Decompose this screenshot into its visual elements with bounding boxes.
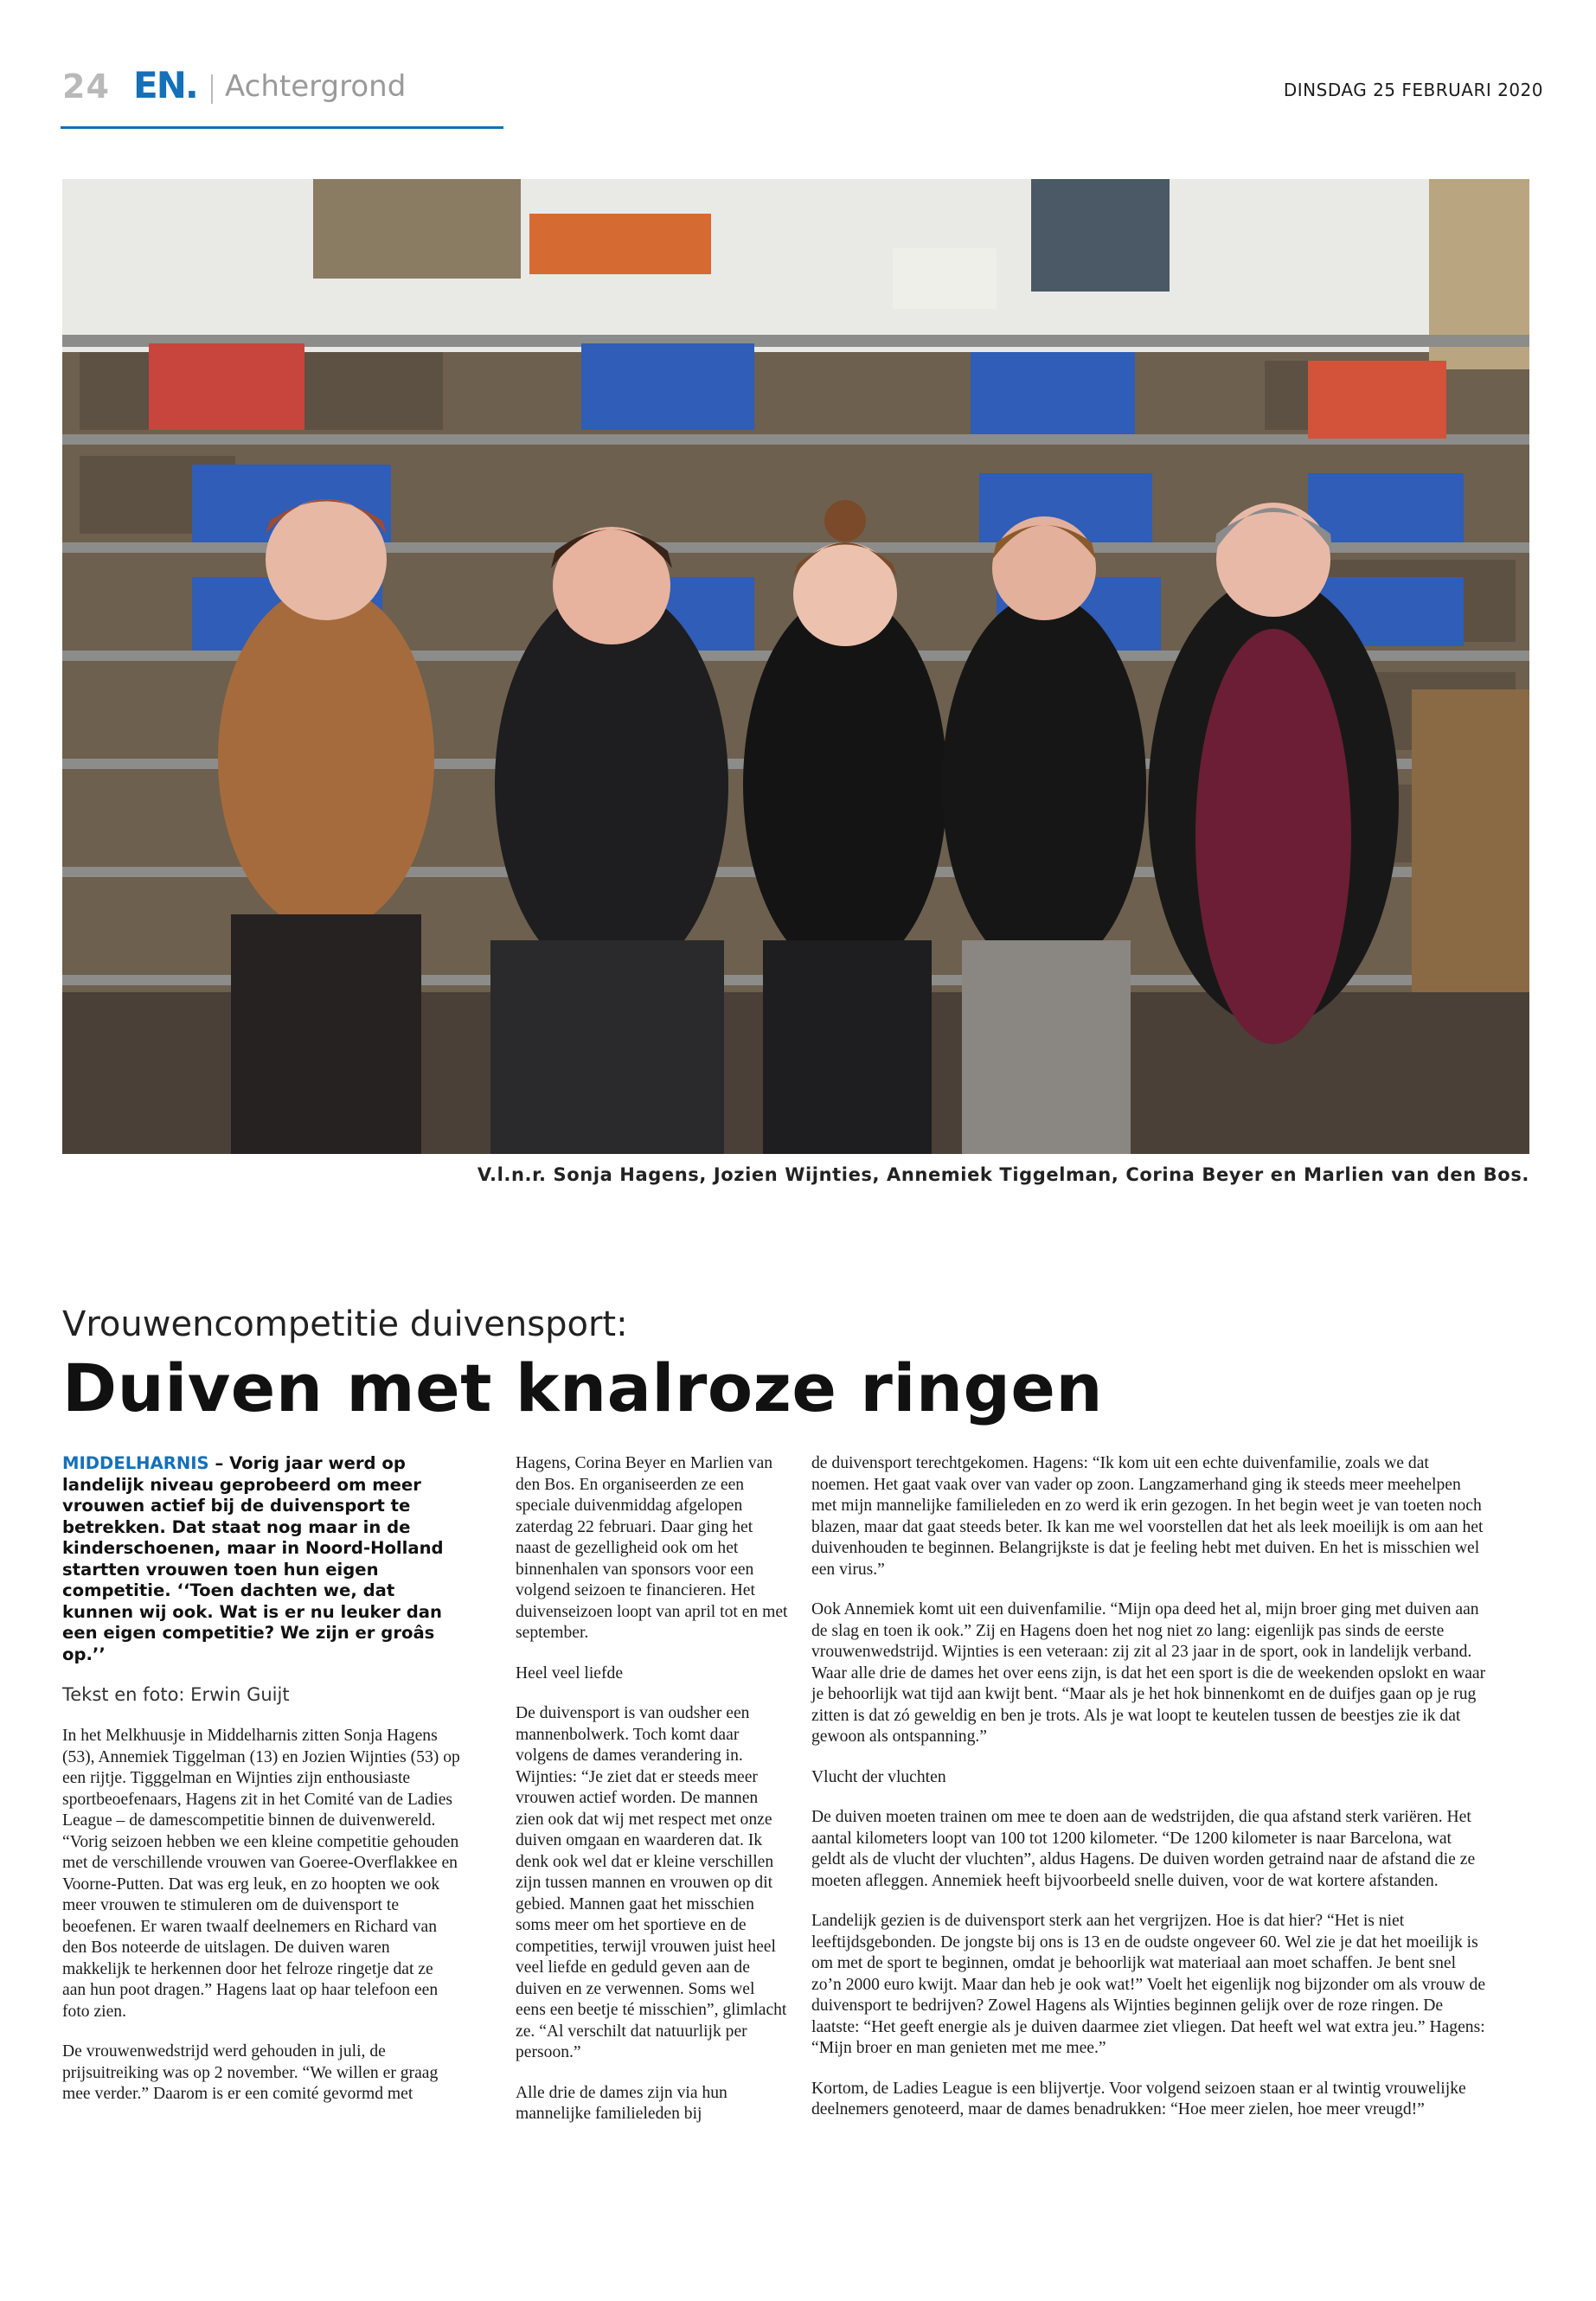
- paragraph: Landelijk gezien is de duivensport sterk aan het vergrijzen. Hoe is dat hier? “Het is niet leeftijdsgebonden. De jongste bij ons is 13 en de oudste ongeveer 60. Wel zie je dat het moeilijk is om met de sport te beginnen, omdat je behoorlijk wat materiaal aan moet schaffen. Je bent snel zo’n 2000 euro kwijt. Maar dan heb je ook wat!” Voelt het eigenlijk nog bijzonder om als vrouw de duivensport te bedrijven? Zowel Hagens als Wijnties beginnen gelijk over de roze ringen. De laatste: “Het geeft energie als je duiven daarmee ziet vliegen. Dat heeft wel wat extra jeu.” Hagens: “Mijn broer en man genieten met me mee.”: [811, 1912, 1486, 2057]
- article-headline: Duiven met knalroze ringen: [62, 1349, 1104, 1426]
- subheading: Vlucht der vluchten: [811, 1767, 946, 1786]
- newspaper-logo[interactable]: EN.: [133, 64, 197, 106]
- photo-caption: V.l.n.r. Sonja Hagens, Jozien Wijnties, Annemiek Tiggelman, Corina Beyer en Marlien van den Bos.: [477, 1164, 1529, 1185]
- subheading: Heel veel liefde: [516, 1663, 624, 1682]
- logo-divider: [211, 74, 213, 104]
- paragraph: Alle drie de dames zijn via hun mannelijke familieleden bij: [516, 2083, 727, 2123]
- article-photo: [62, 179, 1529, 1154]
- byline: Tekst en foto: Erwin Guijt: [62, 1684, 290, 1705]
- page-number: 24: [62, 67, 110, 106]
- article-kicker: Vrouwencompetitie duivensport:: [62, 1304, 628, 1344]
- section-title[interactable]: Achtergrond: [225, 69, 407, 104]
- paragraph: In het Melkhuusje in Middelharnis zitten Sonja Hagens (53), Annemiek Tiggelman (13) en Jozien Wijnties (53) op een rijtje. Tigggelman en Wijnties zijn enthousiaste sportbeoefenaars, Hagens zit in het Comité van de Ladies League – de damescompetitie binnen de duivenwereld. “Vorig seizoen hebben we een kleine competitie gehouden met de verschillende vrouwen van Goeree-Overflakkee en Voorne-Putten. Dat was erg leuk, en zo hoopten we ook meer vrouwen te stimuleren om de duivensport te beoefenen. Er waren twaalf deelnemers en Richard van den Bos noteerde de uitslagen. De duiven waren makkelijk te herkennen door het felroze ringetje dat ze aan hun poot dragen.” Hagens laat op haar telefoon een foto zien.: [62, 1727, 460, 2021]
- issue-date: DINSDAG 25 FEBRUARI 2020: [1283, 80, 1543, 100]
- paragraph: De duiven moeten trainen om mee te doen aan de wedstrijden, die qua afstand sterk variëren. Het aantal kilometers loopt van 100 tot 1200 kilometer. “De 1200 kilometer is naar Barcelona, wat geldt als de vlucht der vluchten”, aldus Hagens. De duiven worden getraind naar de afstand die ze moeten afleggen. Annemiek heeft bijvoorbeeld snelle duiven, voor de wat kortere afstanden.: [811, 1808, 1476, 1890]
- paragraph: de duivensport terechtgekomen. Hagens: “Ik kom uit een echte duivenfamilie, zoals we dat noemen. Het gaat vaak over van vader op zoon. Langzamerhand ging ik steeds meer meehelpen met mijn mannelijke familieleden en zo werd ik erin gezogen. In het begin weet je van toeten noch blazen, maar dat gaat steeds beter. Ik kan me wel voorstellen dat het als leek moeilijk is om aan het duivenhouden te beginnen. Belangrijkste is dat je feeling hebt met duiven. En het is misschien wel een virus.”: [811, 1454, 1484, 1579]
- article-column-3: [811, 1453, 1486, 2140]
- article-lead: [62, 1453, 460, 1665]
- header-rule: [61, 126, 503, 129]
- article-column-1: [62, 1453, 460, 2125]
- paragraph: De vrouwenwedstrijd werd gehouden in juli, de prijsuitreiking was op 2 november. “We willen er graag mee verder.” Daarom is er een comité gevormd met: [62, 2042, 439, 2103]
- paragraph: Hagens, Corina Beyer en Marlien van den Bos. En organiseerden ze een speciale duivenmiddag afgelopen zaterdag 22 februari. Daar ging het naast de gezelligheid ook om het binnenhalen van sponsors voor een volgend seizoen te financieren. Het duivenseizoen loopt van april tot en met september.: [516, 1454, 788, 1642]
- article-column-2: [516, 1453, 788, 2144]
- paragraph: Kortom, de Ladies League is een blijvertje. Voor volgend seizoen staan er al twintig vrouwelijke deelnemers genoteerd, maar de dames benadrukken: “Hoe meer zielen, hoe meer vreugd!”: [811, 2079, 1466, 2118]
- lead-text: – Vorig jaar werd op landelijk niveau geprobeerd om meer vrouwen actief bij de duivensport te betrekken. Dat staat nog maar in de kinderschoenen, maar in Noord-Holland startten vrouwen toen hun eigen competitie. ‘‘Toen dachten we, dat kunnen wij ook. Wat is er nu leuker dan een eigen competitie? We zijn er groâs op.’’: [62, 1453, 444, 1664]
- dateline: MIDDELHARNIS: [62, 1453, 209, 1473]
- page-header: [62, 64, 1543, 111]
- paragraph: De duivensport is van oudsher een mannenbolwerk. Toch komt daar volgens de dames verandering in. Wijnties: “Je ziet dat er steeds meer vrouwen actief worden. De mannen zien ook dat wij met respect met onze duiven omgaan en waarderen dat. Ik denk ook wel dat er kleine verschillen zijn tussen mannen en vrouwen op dit gebied. Mannen gaat het misschien soms meer om het sportieve en de competities, terwijl vrouwen juist heel veel liefde en geduld geven aan de duiven en ze verwennen. Soms wel eens een beetje té misschien”, glimlacht ze. “Al verschilt dat natuurlijk per persoon.”: [516, 1704, 787, 2061]
- group-photo-illustration: [62, 179, 1529, 1154]
- paragraph: Ook Annemiek komt uit een duivenfamilie. “Mijn opa deed het al, mijn broer ging met duiven aan de slag en toen ik ook.” Zij en Hagens doen het nog niet zo lang: eigenlijk pas sinds de eerste vrouwenwedstrijd. Wijnties is een veteraan: zij zit al 23 jaar in de sport, ook in landelijk verband. Waar alle drie de dames het over eens zijn, is dat het een sport is die de weekenden opslokt en waar je behoorlijk wat tijd aan kwijt bent. “Maar als je het hok binnenkomt en de duifjes gaan op je rug zitten is dat zó geweldig en ben je trots. Als je wat loopt te keutelen tussen de beestjes zie ik dat gewoon als ontspanning.”: [811, 1600, 1486, 1746]
